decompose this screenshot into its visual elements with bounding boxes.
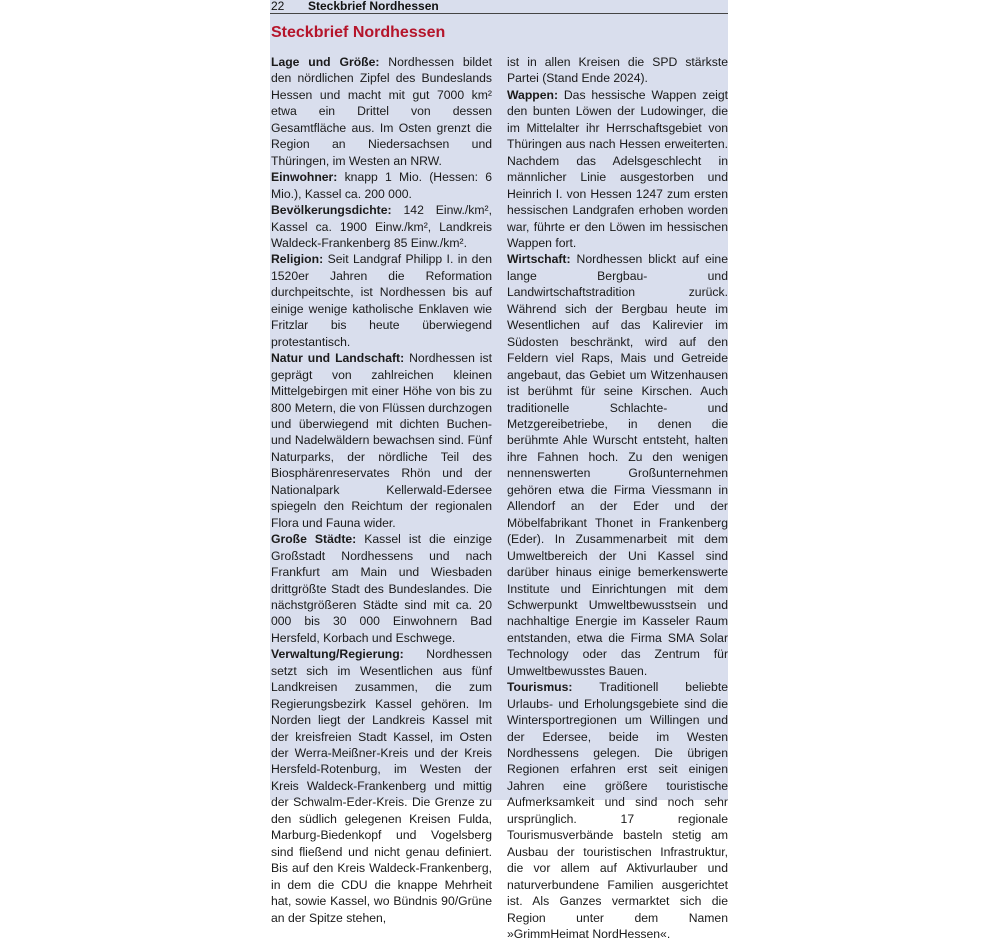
- section-lage: [271, 54, 492, 169]
- section-text-part1: Nordhessen setzt sich im Wesentlichen aus fünf Landkreisen zusammen, die zum Regierungsbezirk Kassel gehören. Im Norden liegt der Landkreis Kassel mit der kreisfreien Stadt Kassel, im Osten der Werra-Meißner-Kreis und der Kreis Hersfeld-Rotenburg, im Westen der Kreis Waldeck-Frankenberg und mittig der Schwalm-Eder-Kreis. Die Grenze zu den südlich gelegenen Kreisen Fulda, Marburg-Biedenkopf und Vogelsberg sind fließend und nicht genau definiert. Bis auf den Kreis Waldeck-Frankenberg, in dem die CDU die knappe Mehrheit hat, sowie Kassel, wo Bündnis 90/Grüne an der Spitze stehen,: [271, 647, 492, 925]
- section-label: Religion:: [271, 252, 324, 267]
- section-text: Das hessische Wappen zeigt den bunten Löwen der Ludowinger, die im Mittelalter ihr Herrschaftsgebiet von Thüringen aus nach Hessen erweiterten. Nachdem das Adelsgeschlecht in männlicher Linie ausgestorben und Heinrich I. von Hessen 1247 zum ersten hessischen Landgrafen erhoben worden war, führte er den Löwen im hessischen Wappen fort.: [507, 87, 728, 250]
- running-title: Steckbrief Nordhessen: [308, 0, 439, 13]
- section-bevoelkerungsdichte: [271, 202, 492, 251]
- section-label: Tourismus:: [507, 680, 573, 695]
- section-text: Seit Landgraf Philipp I. in den 1520er Jahren die Reformation durchpeitschte, ist Nordhessen bis auf einige wenige katholische Enklaven wie Fritzlar bis heute überwiegend protestantisch.: [271, 252, 492, 349]
- section-label: Wirtschaft:: [507, 252, 571, 267]
- section-label: Einwohner:: [271, 170, 338, 185]
- text-column-left: [271, 54, 492, 926]
- section-label: Wappen:: [507, 87, 558, 102]
- section-text: Nordhessen ist geprägt von zahlreichen kleinen Mittelgebirgen mit einer Höhe von bis zu 800 Metern, die von Flüssen durchzogen und überwiegend mit dichten Buchen- und Nadelwäldern bewachsen sind. Fünf Naturparks, der nördliche Teil des Biosphärenreservates Rhön und der Nationalpark Kellerwald-Edersee spiegeln den Reichtum der regionalen Flora und Fauna wider.: [271, 351, 492, 530]
- section-einwohner: [271, 169, 492, 202]
- section-text: 142 Einw./km², Kassel ca. 1900 Einw./km², Landkreis Waldeck-Frankenberg 85 Einw./km².: [271, 203, 492, 250]
- section-text: Nordhessen bildet den nördlichen Zipfel des Bundeslands Hessen und macht mit gut 7000 km² etwa ein Drittel von dessen Gesamtfläche aus. Im Osten grenzt die Region an Niedersachsen und Thüringen, im Westen an NRW.: [271, 55, 492, 168]
- section-label: Lage und Größe:: [271, 55, 380, 69]
- section-text: Nordhessen blickt auf eine lange Bergbau- und Landwirtschaftstradition zurück. Während sich der Bergbau heute im Wesentlichen auf das Kalirevier im Südosten beschränkt, wird auf den Feldern viel Raps, Mais und Getreide angebaut, das Gebiet um Witzenhausen ist berühmt für seine Kirschen. Auch traditionelle Schlachte- und Metzgereibetriebe, in denen die berühmte Ahle Wurscht entsteht, halten ihre Fahnen hoch. Zu den wenigen nennenswerten Großunternehmen gehören etwa die Firma Viessmann in Allendorf an der Eder und der Möbelfabrikant Thonet in Frankenberg (Eder). In Zusammenarbeit mit dem Umweltbereich der Uni Kassel sind darüber hinaus einige bemerkenswerte Institute und Einrichtungen mit dem Schwerpunkt Umweltbewusstsein und nachhaltige Energie im Kasseler Raum entstanden, etwa die Firma SMA Solar Technology oder das Zentrum für Umweltbewusstes Bauen.: [507, 252, 728, 678]
- running-header: [270, 0, 728, 14]
- section-label: Bevölkerungsdichte:: [271, 203, 392, 218]
- section-wappen: [507, 87, 728, 252]
- section-verwaltung-continued: [507, 54, 728, 87]
- section-label: Verwaltung/Regierung:: [271, 647, 404, 662]
- book-page: [270, 0, 728, 942]
- section-text-part2: ist in allen Kreisen die SPD stärkste Partei (Stand Ende 2024).: [507, 55, 728, 86]
- section-wirtschaft: [507, 251, 728, 679]
- page-number: 22: [271, 0, 285, 13]
- section-verwaltung: [271, 646, 492, 926]
- section-text: knapp 1 Mio. (Hessen: 6 Mio.), Kassel ca. 200 000.: [271, 170, 492, 201]
- section-text: Kassel ist die einzige Großstadt Nordhessens und nach Frankfurt am Main und Wiesbaden drittgrößte Stadt des Bundeslandes. Die nächstgrößeren Städte sind mit ca. 20 000 bis 30 000 Einwohnern Bad Hersfeld, Korbach und Eschwege.: [271, 532, 492, 645]
- section-tourismus: [507, 679, 728, 942]
- section-label: Natur und Landschaft:: [271, 351, 405, 366]
- section-label: Große Städte:: [271, 532, 357, 547]
- text-column-right: [507, 54, 728, 942]
- section-text: Traditionell beliebte Urlaubs- und Erholungsgebiete sind die Wintersportregionen um Willingen und der Edersee, beide im Westen Nordhessens gelegen. Die übrigen Regionen erfahren erst seit einigen Jahren eine größere touristische Aufmerksamkeit und sind noch sehr ursprünglich. 17 regionale Tourismusverbände basteln stetig am Ausbau der touristischen Infrastruktur, die vor allem auf Aktivurlauber und naturverbundene Familien ausgerichtet ist. Als Ganzes vermarktet sich die Region unter dem Namen »GrimmHeimat NordHessen«.: [507, 680, 728, 942]
- page-title: Steckbrief Nordhessen: [271, 24, 446, 41]
- section-religion: [271, 251, 492, 350]
- section-staedte: [271, 531, 492, 646]
- section-natur: [271, 350, 492, 531]
